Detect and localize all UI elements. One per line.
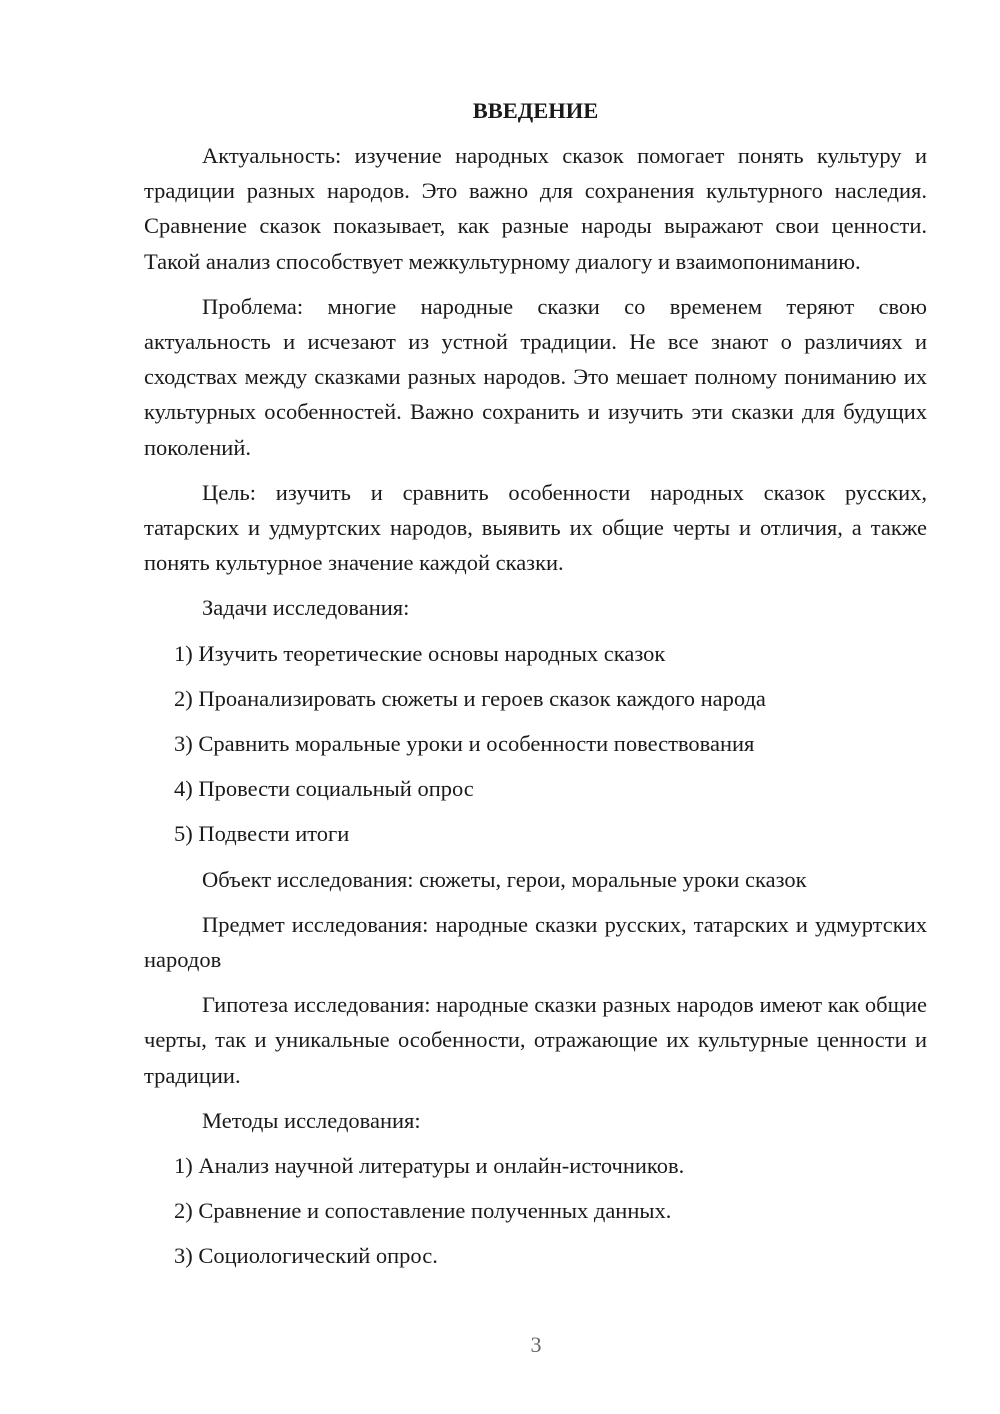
goal-paragraph: Цель: изучить и сравнить особенности народных сказок русских, татарских и удмуртских народов, выявить их общие черты и отличия, а также понять культурное значение каждой сказки. [144,479,927,576]
tasks-label: Задачи исследования: [202,595,410,621]
task-item: 4) Провести социальный опрос [174,776,474,802]
task-item: 1) Изучить теоретические основы народных сказок [174,640,666,666]
document-page [144,94,927,1284]
page-number: 3 [530,1332,542,1357]
relevance-paragraph: Актуальность: изучение народных сказок помогает понять культуру и традиции разных народов. Это важно для сохранения культурного наследия. Сравнение сказок показывает, как разные народы выражают свои ценности. Такой анализ способствует межкультурному диалогу и взаимопониманию. [144,143,927,274]
hypothesis-paragraph: Гипотеза исследования: народные сказки разных народов имеют как общие черты, так и уникальные особенности, отражающие их культурные ценности и традиции. [144,992,927,1088]
method-item: 3) Социологический опрос. [174,1243,438,1269]
problem-paragraph: Проблема: многие народные сказки со временем теряют свою актуальность и исчезают из устной традиции. Не все знают о различиях и сходствах между сказками разных народов. Это мешает полному пониманию их культурных особенностей. Важно сохранить и изучить эти сказки для будущих поколений. [144,293,927,460]
method-item: 2) Сравнение и сопоставление полученных данных. [174,1198,672,1224]
method-item: 1) Анализ научной литературы и онлайн-источников. [174,1153,685,1179]
object-paragraph: Объект исследования: сюжеты, герои, моральные уроки сказок [202,866,807,892]
methods-label: Методы исследования: [202,1107,421,1133]
task-item: 2) Проанализировать сюжеты и героев сказок каждого народа [174,685,766,711]
subject-paragraph: Предмет исследования: народные сказки русских, татарских и удмуртских народов [144,911,927,973]
section-heading: ВВЕДЕНИЕ [472,98,599,123]
task-item: 3) Сравнить моральные уроки и особенности повествования [174,731,755,757]
task-item: 5) Подвести итоги [174,821,350,847]
